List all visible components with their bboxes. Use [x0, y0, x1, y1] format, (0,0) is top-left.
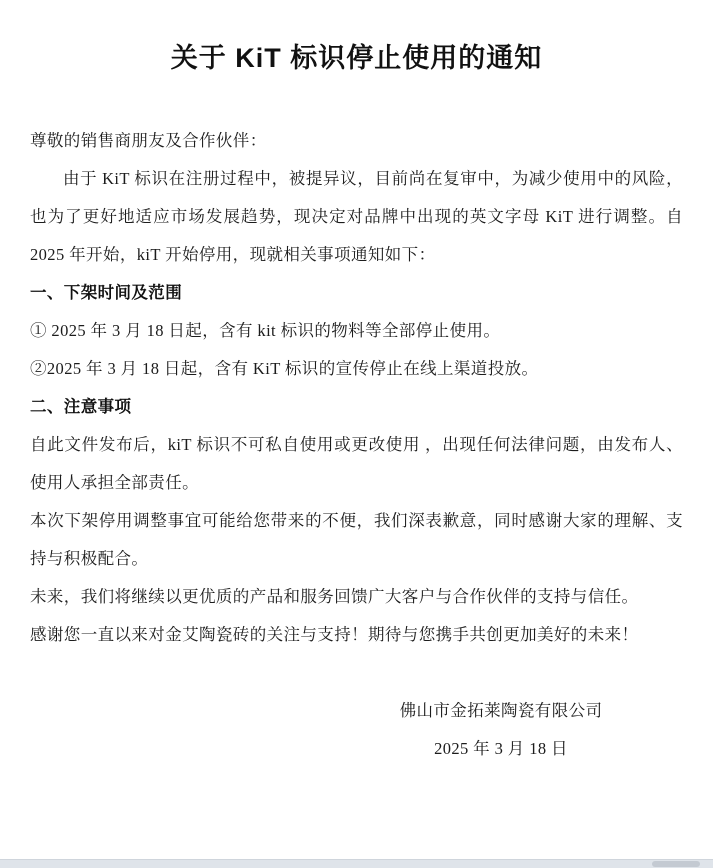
section2-heading: 二、注意事项 [30, 398, 132, 416]
section1-heading: 一、下架时间及范围 [30, 284, 183, 302]
signature-date: 2025 年 3 月 18 日 [434, 739, 568, 758]
document-title: 关于 KiT 标识停止使用的通知 [170, 43, 543, 73]
signature-block [351, 692, 651, 768]
horizontal-scrollbar[interactable] [0, 859, 713, 868]
salutation: 尊敬的销售商朋友及合作伙伴： [30, 131, 267, 150]
section2-paragraph-1: 自此文件发布后，kiT 标识不可私自使用或更改使用 ，出现任何法律问题，由发布人、使用人承担全部责任。 [30, 435, 683, 492]
scrollbar-thumb[interactable] [652, 861, 700, 867]
intro-paragraph: 由于 KiT 标识在注册过程中，被提异议，目前尚在复审中，为减少使用中的风险，也为了更好地适应市场发展趋势，现决定对品牌中出现的英文字母 KiT 进行调整。自 2025 年开始，kiT 开始停用，现就相关事项通知如下： [30, 169, 683, 264]
section2-paragraph-2: 本次下架停用调整事宜可能给您带来的不便，我们深表歉意，同时感谢大家的理解、支持与积极配合。 [30, 511, 683, 568]
section2-paragraph-4: 感谢您一直以来对金艾陶瓷砖的关注与支持！期待与您携手共创更加美好的未来！ [30, 625, 639, 644]
section2-paragraph-3: 未来，我们将继续以更优质的产品和服务回馈广大客户与合作伙伴的支持与信任。 [30, 587, 639, 606]
section1-item-2: ②2025 年 3 月 18 日起，含有 KiT 标识的宣传停止在线上渠道投放。 [30, 359, 539, 378]
section1-item-1: ① 2025 年 3 月 18 日起，含有 kit 标识的物料等全部停止使用。 [30, 321, 501, 340]
signature-company: 佛山市金拓莱陶瓷有限公司 [399, 701, 603, 720]
